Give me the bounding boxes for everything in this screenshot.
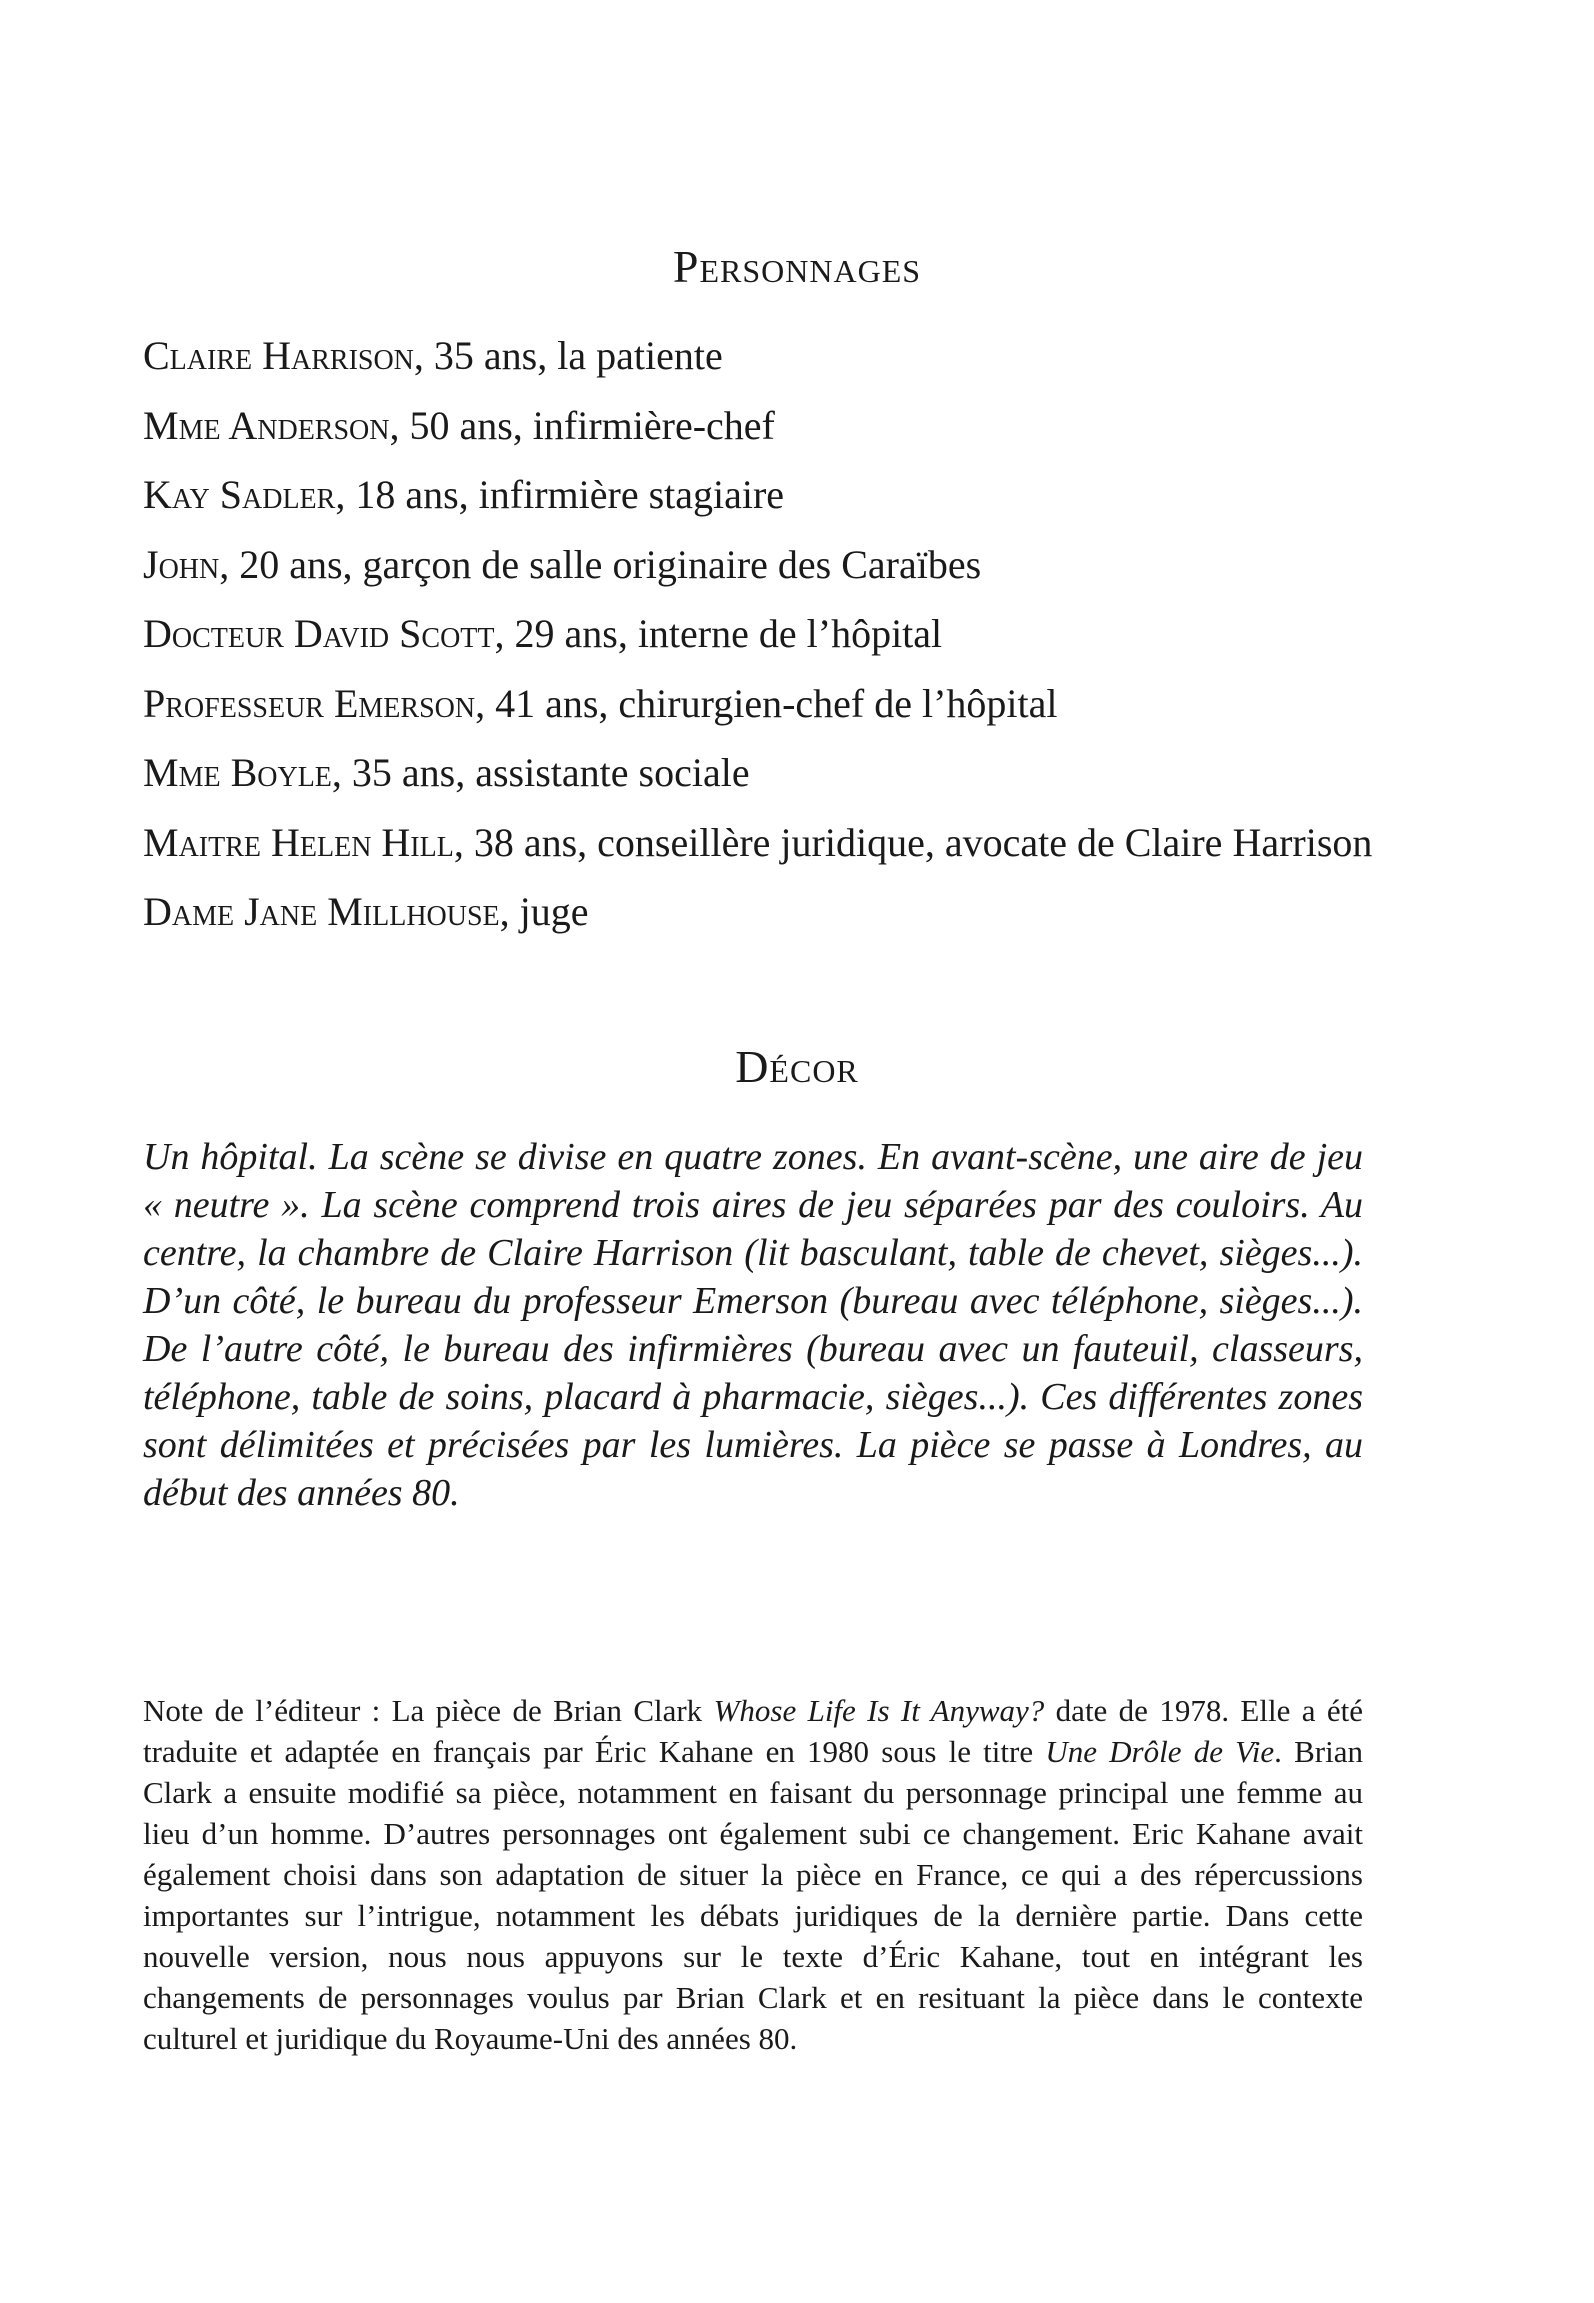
cast-description: , 20 ans, garçon de salle originaire des Caraïbes bbox=[219, 541, 982, 587]
cast-item bbox=[143, 539, 1383, 591]
cast-description: , 41 ans, chirurgien-chef de l’hôpital bbox=[475, 680, 1058, 726]
original-play-title: Whose Life Is It Anyway? bbox=[713, 1693, 1045, 1728]
cast-description: , juge bbox=[499, 889, 589, 934]
cast-description: , 29 ans, interne de l’hôpital bbox=[494, 611, 943, 656]
editor-note-text: . Brian Clark a ensuite modifié sa pièce, notamment en faisant du personnage principal une femme au lieu d’un homme. D’autres personnages ont également subi ce changement. Eric Kahane avait également choisi dans son adaptation de situer la pièce en France, ce qui a des répercussions importantes sur l’intrigue, notamment les débats juridiques de la dernière partie. Dans cette nouvelle version, nous nous appuyons sur le texte d’Éric Kahane, tout en intégrant les changements de personnages voulus par Brian Clark et en resituant la pièce dans le contexte culturel et juridique du Royaume-Uni des années 80. bbox=[143, 1734, 1363, 2056]
cast-list bbox=[143, 330, 1383, 956]
editor-note-text: date de 1978. Elle a été traduite et adaptée en français par Éric Kahane en 1980 sous le titre bbox=[143, 1693, 1363, 1769]
cast-name: Mme Anderson bbox=[143, 402, 390, 448]
editor-note-text: Note de l’éditeur : La pièce de Brian Clark bbox=[143, 1693, 714, 1728]
cast-description: , 38 ans, conseillère juridique, avocate de Claire Harrison bbox=[453, 819, 1373, 865]
cast-item bbox=[143, 747, 1383, 799]
cast-description: , 35 ans, la patiente bbox=[413, 333, 723, 378]
cast-item bbox=[143, 469, 1383, 521]
cast-name: Mme Boyle bbox=[143, 750, 332, 795]
personnages-heading: Personnages bbox=[672, 241, 922, 292]
cast-name: Maitre Helen Hill bbox=[143, 819, 454, 865]
cast-item bbox=[143, 678, 1383, 730]
cast-item bbox=[143, 330, 1383, 382]
decor-heading: Décor bbox=[735, 1041, 859, 1092]
french-adaptation-title: Une Drôle de Vie bbox=[1045, 1734, 1275, 1769]
cast-description: , 18 ans, infirmière stagiaire bbox=[335, 472, 785, 517]
editor-note bbox=[143, 1690, 1363, 2059]
decor-description: Un hôpital. La scène se divise en quatre zones. En avant-scène, une aire de jeu « neutre ». La scène comprend trois aires de jeu séparées par des couloirs. Au centre, la chambre de Claire Harrison (lit basculant, table de chevet, sièges...). D’un côté, le bureau du professeur Emerson (bureau avec téléphone, sièges...). De l’autre côté, le bureau des infirmières (bureau avec un fauteuil, classeurs, téléphone, table de soins, placard à pharmacie, sièges...). Ces différentes zones sont délimitées et précisées par les lumières. La pièce se passe à Londres, au début des années 80. bbox=[143, 1136, 1363, 1514]
cast-name: Dame Jane Millhouse bbox=[143, 889, 500, 934]
cast-item bbox=[143, 608, 1383, 660]
cast-name: Docteur David Scott bbox=[143, 611, 495, 656]
cast-name: Kay Sadler bbox=[143, 472, 336, 517]
cast-name: Professeur Emerson bbox=[143, 680, 476, 726]
cast-name: Claire Harrison bbox=[143, 333, 414, 378]
cast-item bbox=[143, 886, 1383, 938]
cast-description: , 35 ans, assistante sociale bbox=[331, 750, 750, 795]
cast-item bbox=[143, 817, 1383, 869]
cast-item bbox=[143, 400, 1383, 452]
cast-name: John bbox=[143, 541, 220, 587]
cast-description: , 50 ans, infirmière-chef bbox=[389, 402, 775, 448]
